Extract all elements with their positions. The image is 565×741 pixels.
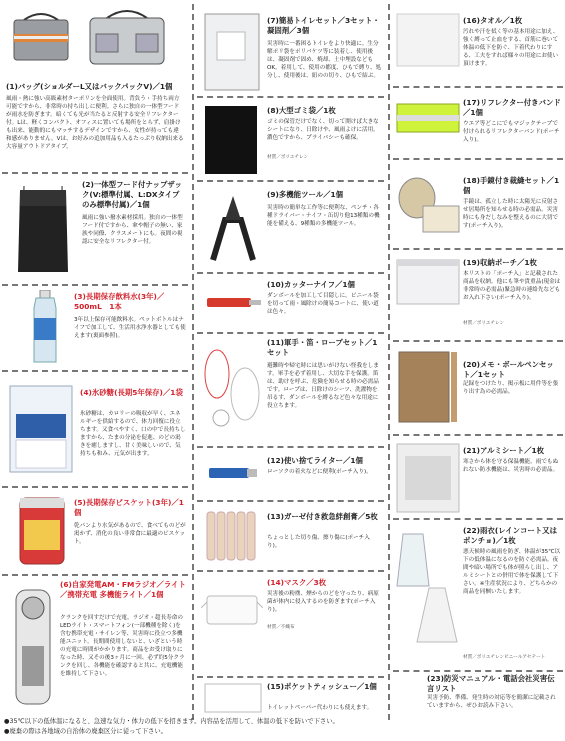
shoulder-bag-image <box>10 10 72 62</box>
item-rock-sugar <box>2 374 188 482</box>
item-material: 材質／ポリエチレン <box>463 321 505 326</box>
storage-pouch-image <box>395 258 461 306</box>
item-title: (16)タオル／1枚 <box>463 16 523 25</box>
item-title: (7)簡易トイレセット／3セット・凝固剤／3個 <box>267 16 380 35</box>
item-title: (1)バッグ(ショルダーL又はバックパックV)／1個 <box>6 82 173 91</box>
item-multitool <box>197 184 384 272</box>
item-desc: ダンボールを加工して目隠しに。ビニール袋を切って雨・風除けの簡易コートに、使い道は色々。 <box>267 293 379 315</box>
row-divider <box>197 96 384 98</box>
item-title: (14)マスク／3枚 <box>267 578 327 587</box>
item-desc: クランクを回すだけで充電。ラジオ・超長寿命のLEDライト・スマートフォン(一部機種を除く)を含む携帯充電・サイレン等、災害時に役立つ多機能ユニット。長期間使用しないと、いざという時の充電に時間がかかります。商品をお受け取りになった時、又その後3ヶ月に一回、必ず約5分クランクを回し、各機能を確認すると共に、充電機能を維持して下さい。 <box>60 615 185 677</box>
garbage-bag-image <box>203 104 259 176</box>
item-desc: ゴミの保管だけでなく、切って開けば大きなシートになり、日除けや、風雨よけに活用。濃色ですから、プライバシーも確保。 <box>267 119 379 141</box>
column-divider <box>388 4 390 720</box>
item-desc: 乾パンより水気があるので、食べてものどが渇かず、消化の良い非常食に最適のビスケット。 <box>74 523 186 545</box>
multitool-image <box>203 190 263 266</box>
lighter-image <box>207 466 259 480</box>
rock-sugar-bag-image <box>8 384 74 474</box>
item-title: (23)防災マニュアル・電話会社災害伝言リスト <box>427 674 555 693</box>
item-title: (6)自家発電AM・FMラジオ／ライト／携帯充電 多機能ライト／1個 <box>60 580 186 599</box>
row-divider <box>197 180 384 182</box>
item-mask <box>197 574 384 676</box>
item-reflector <box>393 90 563 156</box>
row-divider <box>2 284 188 286</box>
item-title: (12)使い捨てライター／1個 <box>267 456 363 465</box>
row-divider <box>393 340 563 342</box>
item-tissue <box>197 680 384 716</box>
towel-image <box>395 12 461 68</box>
item-desc: 避難時や帰宅時には思いがけない怪我をします。軍手を必ず着用し、大切な手を保護。笛は、助けを呼ぶ、危険を知らせる時の必需品です。ロープは、日除けのシーツ、洗濯物を吊るす、ダンボールを縛るなど色々な用途に役立ちます。 <box>267 363 379 409</box>
item-title: (17)リフレクター付きバンド／1個 <box>463 98 561 117</box>
item-lighter <box>197 450 384 500</box>
cutter-knife-image <box>205 294 263 310</box>
row-divider <box>197 500 384 502</box>
water-bottle-image <box>30 290 60 364</box>
item-title: (15)ポケットティッシュー／1個 <box>267 682 377 691</box>
row-divider <box>393 158 563 160</box>
item-desc: 寒さから体を守る保温機能。雨でもぬれない防水機能は、災害時の必需品。 <box>463 459 559 473</box>
item-title: (18)手鏡付き裁縫セット／1個 <box>463 176 560 195</box>
item-desc: 悪天候時の風雨を防ぎ、体温が35℃以下の低体温になるのを防ぐ必需品。夜間や暗い場所でも体が照らし出し、アルミシートとの併用で体を保護して下さい。※生産状況により、どちらかの商品を同梱いたします。 <box>463 549 561 595</box>
item-knapsack <box>2 176 188 288</box>
item-title: (13)ガーゼ付き救急絆創膏／5枚 <box>267 512 378 521</box>
item-desc: 記録をつけたり、掲示板に用件等を張り出す為の必需品。 <box>463 381 559 395</box>
item-manual <box>393 674 563 716</box>
knapsack-image <box>14 182 72 274</box>
item-desc: トイレットペーパー代わりにも使えます。 <box>267 705 373 711</box>
item-desc: ウエア等どこにでもマジックテープで付けられるリフレクターバンド(ポーチ入り)。 <box>463 121 560 143</box>
row-divider <box>2 172 188 174</box>
item-garbage-bag <box>197 100 384 180</box>
item-title: (5)長期保存ビスケット(3年)／1個 <box>74 498 184 517</box>
item-aluminum-sheet <box>393 438 563 518</box>
item-desc: 汚れや汗を拭く等の基本用途に加え、強く縛って止血をする、首筋に巻いて体温の低下を防ぐ、下着代わりにする、工夫をすれば様々の用途にお使い頂けます。 <box>463 29 559 67</box>
item-raincoat <box>393 522 563 670</box>
row-divider <box>2 486 188 488</box>
item-desc: 災害時の簡単な工作等に便利な、ペンチ・各種ドライバー・ナイフ・缶切り他13種類の機能を備える、9種類の多機能ツール。 <box>267 205 380 227</box>
item-title: (8)大型ゴミ袋／1枚 <box>267 106 336 115</box>
item-desc: 手鏡は、孤立した時に太陽光に反射させ居場所を知らせる時の必需品。災害時にも身だしなみを整えるのに大切です(ポーチ入り)。 <box>463 199 559 229</box>
memo-pen-image <box>397 350 461 426</box>
row-divider <box>2 370 188 372</box>
item-toilet <box>197 4 384 92</box>
item-title: (20)メモ・ボールペンセット／1セット <box>463 360 554 379</box>
item-bandage <box>197 504 384 568</box>
raincoat-image <box>395 528 459 648</box>
item-desc: 氷砂糖は、カロリーの吸収が早く、エネルギーを供給するので、体力回復に役立ちます。又食べやすく、口の中で長持ちしますから、たまの分泌を促進、のどの渇きを癒しますし、甘く美味しいので、気持ちも和み、元気が出ます。 <box>80 411 186 457</box>
item-memo <box>393 344 563 434</box>
item-desc: ローソクの着火などに便利(ポーチ入り)。 <box>267 469 372 475</box>
item-desc: 災害時に一番困るトイレをより快適に。生分解ポリ袋をポリバケツ等に装着し、使用後は、凝固剤で固め、焼却、土中埋設などもOK。着用して、使用の都度、ひもで縛り、処分し、使用後は、紐のの切り、ひもで結ぶ。 <box>267 41 382 79</box>
aluminum-sheet-image <box>395 442 461 514</box>
footer-note-1: ●35℃以下の低体温になると、急速な気力・体力の低下を招きます。内容品を活用して、体温の低下を防いで下さい。 <box>4 718 339 725</box>
item-title: (11)軍手・笛・ロープセット／1セット <box>267 338 378 357</box>
backpack-bag-image <box>82 4 172 66</box>
gloves-whistle-rope-image <box>201 344 265 436</box>
item-desc: 3年以上保存可能飲料水。ペットボトルはナイフで加工して、生活用水浄水器としても使えます(裏面参照)。 <box>74 317 186 339</box>
item-material: 材質／不織布 <box>267 625 295 630</box>
item-title: (19)収納ポーチ／1枚 <box>463 258 537 267</box>
item-radio <box>2 578 188 716</box>
item-title: (22)雨衣(レインコート又はポンチョ)／1枚 <box>463 526 557 545</box>
item-bag <box>2 4 188 190</box>
item-title: (9)多機能ツール／1個 <box>267 190 344 199</box>
item-sewing-kit <box>393 162 563 246</box>
tissue-image <box>203 682 263 714</box>
item-desc: 災害後の粉塵、煙からのどを守ったり、病原菌が体内に侵入するのを防ぎます(ポーチ入り)。 <box>267 591 379 613</box>
item-title: (10)カッターナイフ／1個 <box>267 280 355 289</box>
bandage-image <box>203 508 263 564</box>
row-divider <box>2 574 188 576</box>
item-desc: 風雨に強い撥水素材採用。独自の一体型フード付ですから、傘や帽子の無い、家族や同僚、クラスメートにも。夜間の視認に安全なリフレクター付。 <box>82 215 183 245</box>
item-desc: 本リストの「ポーチ入」と記載された商品を収納。他にも筆や貴重品(現金は非常時の必需品)緊急時の連絡先などもお入れ下さい(ポーチ入り)。 <box>463 271 561 301</box>
item-biscuit <box>2 490 188 572</box>
row-divider <box>197 676 384 678</box>
row-divider <box>197 570 384 572</box>
row-divider <box>393 86 563 88</box>
item-towel <box>393 4 563 86</box>
column-divider <box>192 4 194 720</box>
row-divider <box>197 272 384 274</box>
row-divider <box>197 446 384 448</box>
footer-note-2: ●廃棄の際は各地域の自治体の廃棄区分に従って下さい。 <box>4 728 167 735</box>
footer-notes <box>4 717 339 737</box>
mask-image <box>201 588 263 630</box>
reflector-band-image <box>395 98 461 138</box>
item-water <box>2 288 188 368</box>
row-divider <box>393 518 563 520</box>
item-material: 材質／ポリエチレン <box>267 155 309 160</box>
item-desc: ちょっとした切り傷、擦り傷に(ポーチ入り)。 <box>267 535 370 549</box>
mirror-sewing-kit-image <box>395 176 461 238</box>
item-desc: 災害予防、準備、発生時の対応等を簡潔に記載されていますから、ぜひお読み下さい。 <box>427 695 556 709</box>
row-divider <box>197 332 384 334</box>
item-title: (4)氷砂糖(長期5年保存)／1袋 <box>80 388 183 397</box>
item-title: (3)長期保存飲料水(3年)／500mL 1本 <box>74 292 165 311</box>
row-divider <box>393 670 563 672</box>
biscuit-can-image <box>16 494 68 566</box>
item-desc: 風雨・熱に強い高級素材ターポリンを全面使用。背負う・手持ち両方可能ですから、非常時の持ち出しに便利。さらに独自の一体型フードが雨水を防ぎます。暗くても光が当たると反射する安全リフレクター付。Lは、軽くコンパクト、オフィスに置いても場所をとらず、肩掛けも出来、能動的にもマッチするデザインですから、女性が持っても違和感がありません。Vは、お好みの追加用品も入るたっぷり収納出来る大容量アウトドアタイプ。 <box>6 96 184 150</box>
toilet-set-image <box>203 12 261 92</box>
item-title: (21)アルミシート／1枚 <box>463 446 545 455</box>
radio-light-image <box>8 586 58 710</box>
row-divider <box>393 434 563 436</box>
item-pouch <box>393 252 563 340</box>
item-cutter <box>197 276 384 332</box>
item-material: 材質／ポリエチレンビニールアセテート <box>463 655 546 660</box>
item-gloves-set <box>197 336 384 444</box>
item-title: (2)一体型フード付ナップザック(V:標準付属、L:DXタイプのみ標準付属)／1個 <box>82 180 183 209</box>
row-divider <box>393 248 563 250</box>
